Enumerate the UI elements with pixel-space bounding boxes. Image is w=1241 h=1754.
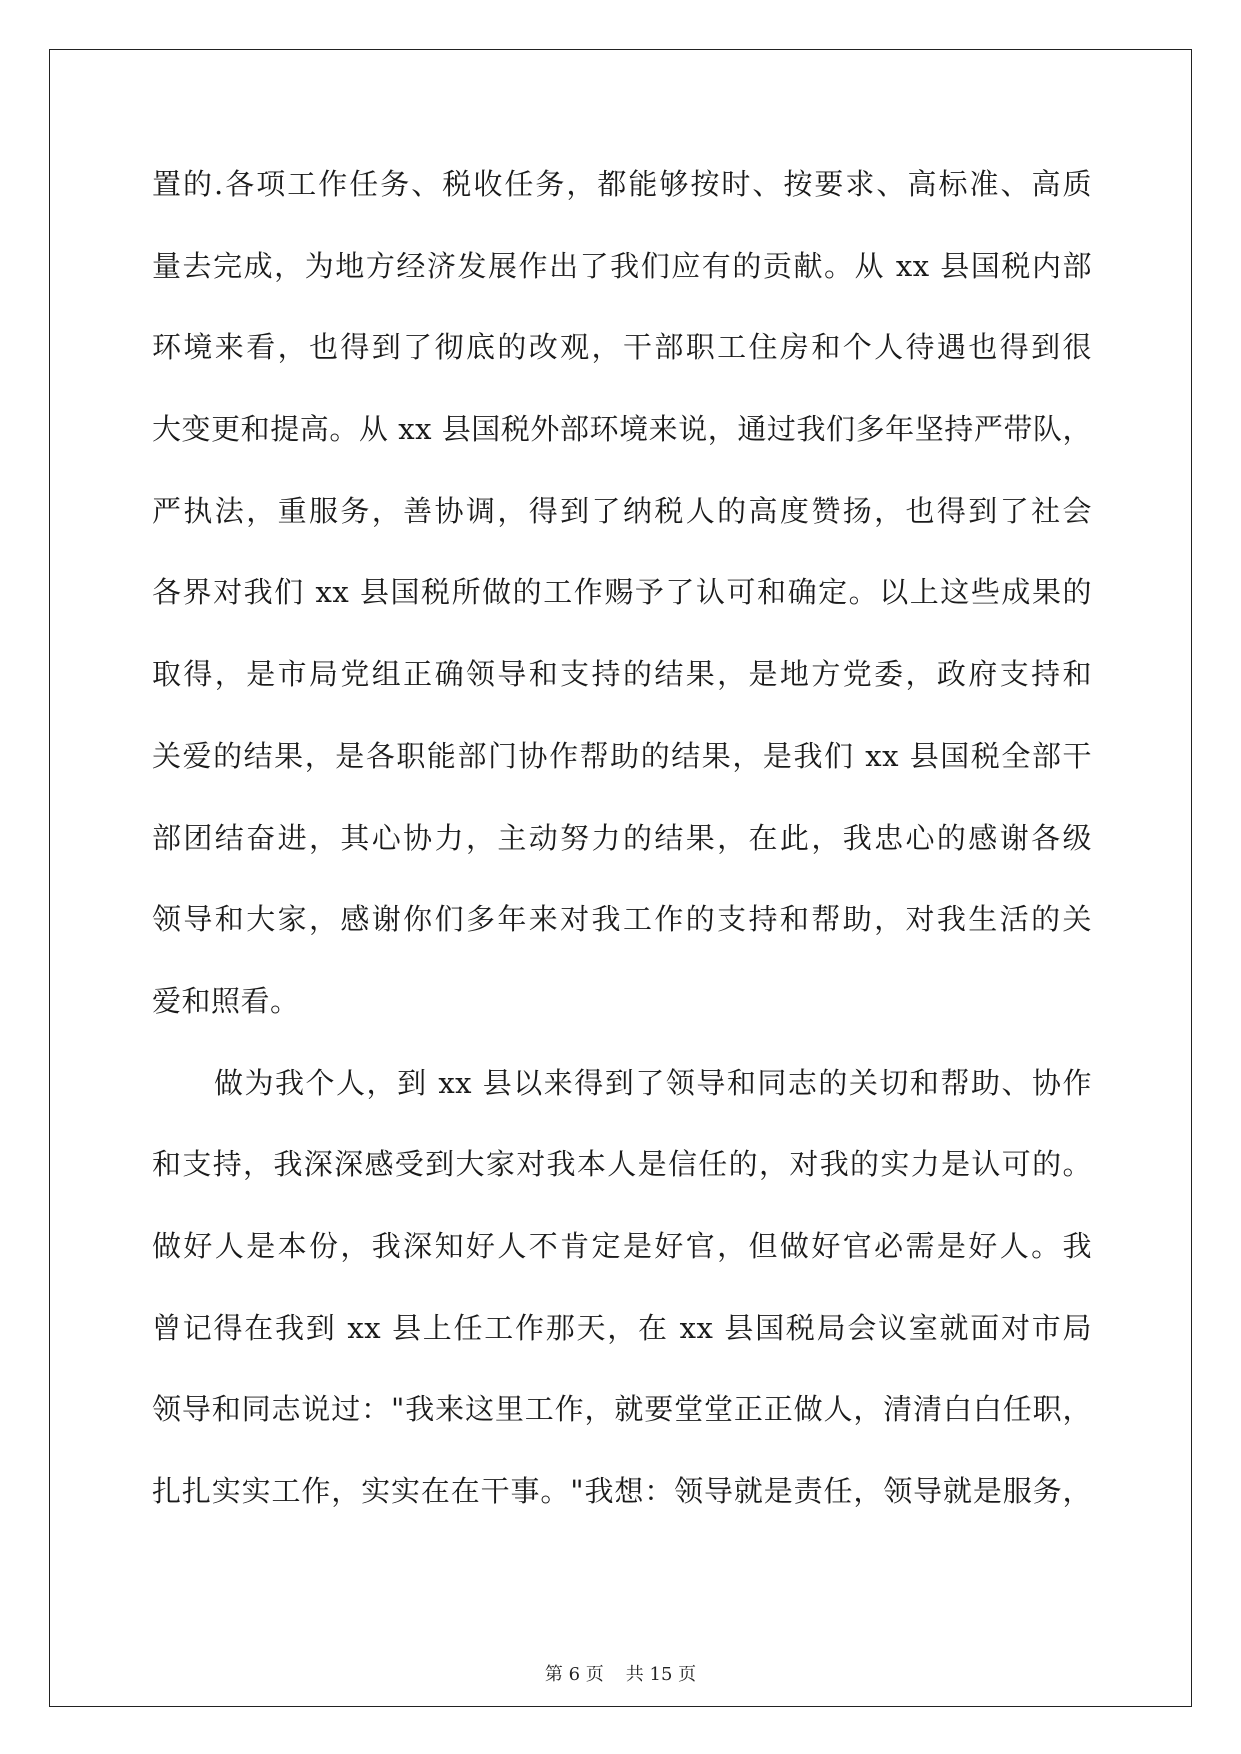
text-line: 做好人是本份，我深知好人不肯定是好官，但做好官必需是好人。我 bbox=[152, 1228, 1092, 1263]
text-line: 大变更和提高。从 xx 县国税外部环境来说，通过我们多年坚持严带队， bbox=[152, 412, 1092, 447]
text-line: 环境来看，也得到了彻底的改观，干部职工住房和个人待遇也得到很 bbox=[152, 330, 1092, 365]
text-line: 做为我个人，到 xx 县以来得到了领导和同志的关切和帮助、协作 bbox=[214, 1065, 1092, 1100]
body-text bbox=[152, 160, 1092, 1549]
text-line: 关爱的结果，是各职能部门协作帮助的结果，是我们 xx 县国税全部干 bbox=[152, 738, 1092, 773]
text-line: 爱和照看。 bbox=[152, 983, 300, 1018]
text-line: 扎扎实实工作，实实在在干事。"我想：领导就是责任，领导就是服务， bbox=[152, 1474, 1092, 1508]
page-footer bbox=[0, 1660, 1241, 1686]
text-line: 量去完成，为地方经济发展作出了我们应有的贡献。从 xx 县国税内部 bbox=[152, 248, 1092, 283]
text-line: 各界对我们 xx 县国税所做的工作赐予了认可和确定。以上这些成果的 bbox=[152, 575, 1092, 610]
text-line: 曾记得在我到 xx 县上任工作那天，在 xx 县国税局会议室就面对市局 bbox=[152, 1310, 1092, 1345]
text-line: 严执法，重服务，善协调，得到了纳税人的高度赞扬，也得到了社会 bbox=[152, 493, 1092, 528]
text-line: 取得，是市局党组正确领导和支持的结果，是地方党委，政府支持和 bbox=[152, 657, 1092, 692]
page-total: 共 15 页 bbox=[625, 1664, 697, 1685]
text-line: 部团结奋进，其心协力，主动努力的结果，在此，我忠心的感谢各级 bbox=[152, 820, 1092, 855]
text-line: 领导和大家，感谢你们多年来对我工作的支持和帮助，对我生活的关 bbox=[152, 902, 1092, 937]
text-line: 和支持，我深深感受到大家对我本人是信任的，对我的实力是认可的。 bbox=[152, 1147, 1092, 1182]
text-line: 领导和同志说过："我来这里工作，就要堂堂正正做人，清清白白任职， bbox=[152, 1392, 1092, 1427]
page-number: 第 6 页 bbox=[544, 1664, 604, 1685]
text-line: 置的.各项工作任务、税收任务，都能够按时、按要求、高标准、高质 bbox=[152, 167, 1092, 201]
